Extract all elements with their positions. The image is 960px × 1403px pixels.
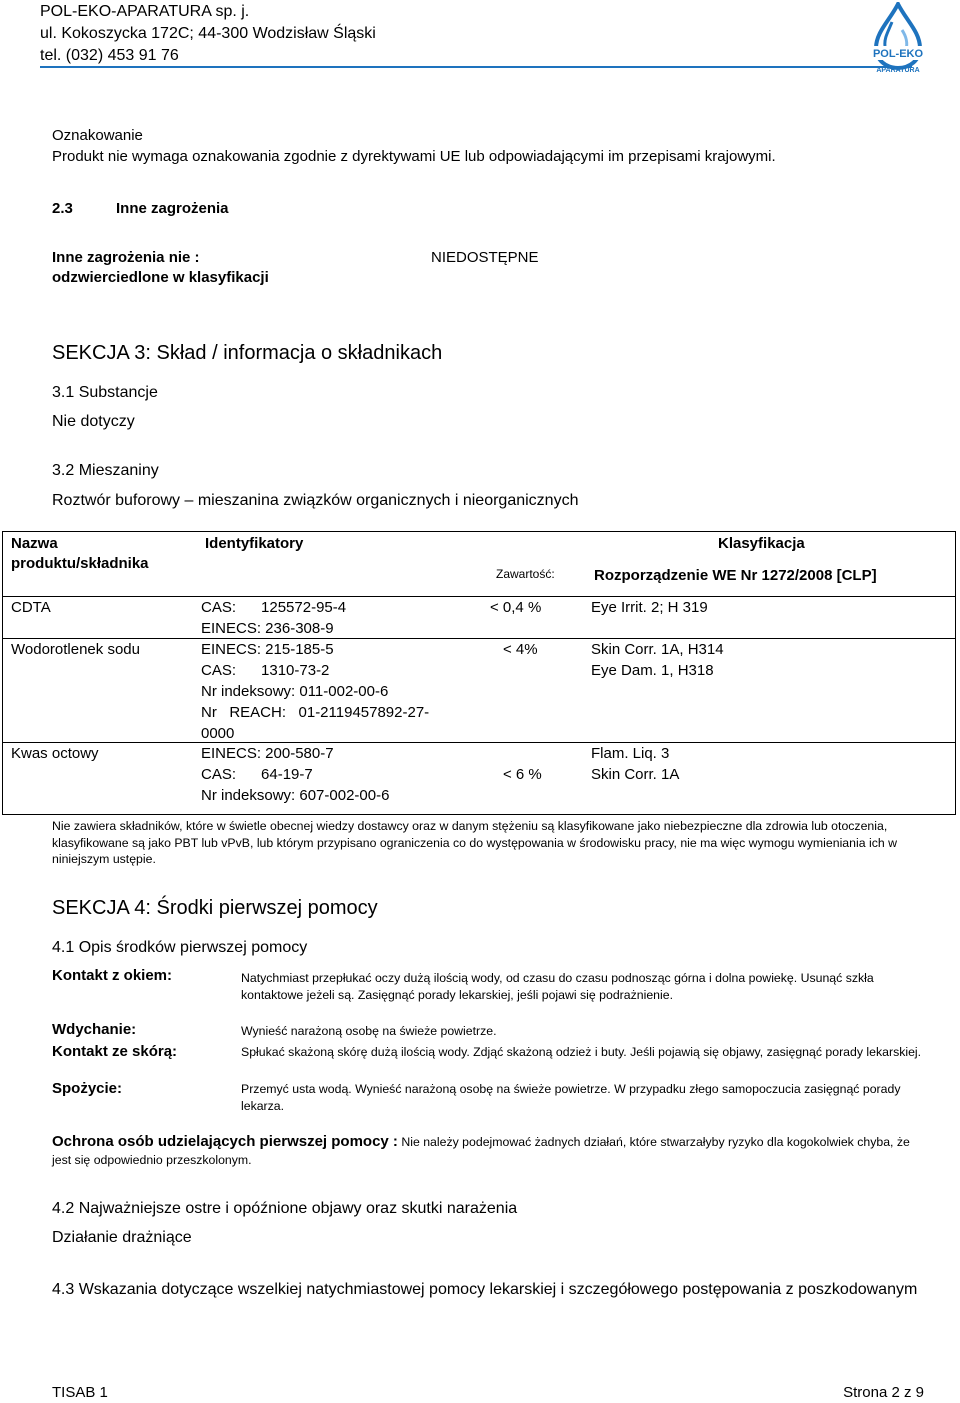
row-1-id-1: CAS: 125572-95-4	[201, 599, 347, 616]
table-row-divider	[3, 638, 955, 639]
section-4-3-title: 4.3 Wskazania dotyczące wszelkiej natychmiastowej pomocy lekarskiej i szczegółowego postępowania z poszkodowanym	[52, 1281, 918, 1298]
row-3-id-2: CAS: 64-19-7	[201, 766, 313, 783]
row-3-class-2: Skin Corr. 1A	[591, 766, 680, 783]
row-2-id-4: Nr REACH: 01-2119457892-27-	[201, 704, 430, 721]
row-2-id-5: 0000	[201, 725, 235, 742]
row-3-name: Kwas octowy	[11, 745, 99, 762]
company-phone: tel. (032) 453 91 76	[40, 47, 179, 64]
row-3-class-1: Flam. Liq. 3	[591, 745, 670, 762]
other-hazards-label-2: odzwierciedlone w klasyfikacji	[52, 269, 269, 286]
section-2-3-number: 2.3	[52, 200, 73, 217]
section-3-title: SEKCJA 3: Skład / informacja o składnikach	[52, 342, 443, 364]
table-header-divider	[3, 596, 955, 597]
header-classification: Klasyfikacja	[718, 535, 805, 552]
ingestion-label: Spożycie:	[52, 1080, 123, 1097]
row-2-content: < 4%	[503, 641, 538, 658]
water-drop-logo-icon	[858, 2, 938, 76]
section-4-2-title: 4.2 Najważniejsze ostre i opóźnione objawy oraz skutki narażenia	[52, 1200, 518, 1217]
eye-contact-label: Kontakt z okiem:	[52, 967, 173, 984]
section-4-1-title: 4.1 Opis środków pierwszej pomocy	[52, 939, 308, 956]
row-2-class-1: Skin Corr. 1A, H314	[591, 641, 724, 658]
row-1-content: < 0,4 %	[490, 599, 542, 616]
first-aider-protection-label: Ochrona osób udzielających pierwszej pomocy :	[52, 1133, 398, 1150]
header-content: Zawartość:	[496, 567, 555, 581]
company-address: ul. Kokoszycka 172C; 44-300 Wodzisław Śląski	[40, 25, 376, 42]
row-3-content: < 6 %	[503, 766, 542, 783]
inhalation-label: Wdychanie:	[52, 1021, 137, 1038]
footer-page-number: Strona 2 z 9	[843, 1384, 924, 1401]
first-aider-protection	[52, 1133, 932, 1169]
row-2-name: Wodorotlenek sodu	[11, 641, 140, 658]
row-1-name: CDTA	[11, 599, 51, 616]
company-name: POL-EKO-APARATURA sp. j.	[40, 3, 250, 20]
other-hazards-value: NIEDOSTĘPNE	[431, 249, 539, 266]
labelling-title: Oznakowanie	[52, 127, 143, 144]
footer-document: TISAB 1	[52, 1384, 108, 1401]
row-2-id-2: CAS: 1310-73-2	[201, 662, 330, 679]
header-rule	[40, 66, 912, 68]
labelling-text: Produkt nie wymaga oznakowania zgodnie z dyrektywami UE lub odpowiadającymi im przepisami krajowymi.	[52, 148, 776, 165]
row-1-id-2: EINECS: 236-308-9	[201, 620, 334, 637]
row-2-class-2: Eye Dam. 1, H318	[591, 662, 714, 679]
other-hazards-label-1: Inne zagrożenia nie :	[52, 249, 200, 266]
eye-contact-text: Natychmiast przepłukać oczy dużą ilością wody, od czasu do czasu podnosząc górna i dolna powiekę. Usunąć szkła kontaktowe jeżeli są. Zasięgnąć porady lekarskiej, jeśli pojawi się podrażnienie.	[241, 971, 874, 1002]
composition-note: Nie zawiera składników, które w świetle obecnej wiedzy dostawcy oraz w danym stężeniu są klasyfikowane jako niebezpieczne dla zdrowia lub otoczenia, klasyfikowane są jako PBT lub vPvB, lub którym przypisano ograniczenia co do występowania w środowisku pracy, nie ma więc wymogu wymieniania ich w niniejszym ustępie.	[52, 819, 897, 866]
section-3-2-title: 3.2 Mieszaniny	[52, 462, 159, 479]
row-1-class-1: Eye Irrit. 2; H 319	[591, 599, 708, 616]
skin-contact-label: Kontakt ze skórą:	[52, 1043, 178, 1060]
skin-contact-text: Spłukać skażoną skórę dużą ilością wody. Zdjąć skażoną odzież i buty. Jeśli pojawią się objawy, zasięgnąć porady lekarskiej.	[241, 1045, 922, 1059]
header-name-1: Nazwa	[11, 535, 58, 552]
logo-text-1: POL-EKO	[872, 48, 924, 60]
section-2-3-title: Inne zagrożenia	[116, 200, 229, 217]
ingestion-text: Przemyć usta wodą. Wynieść narażoną osobę na świeże powietrze. W przypadku złego samopoczucia zasięgnąć porady lekarza.	[241, 1082, 901, 1113]
header-name-2: produktu/składnika	[11, 555, 149, 572]
section-4-title: SEKCJA 4: Środki pierwszej pomocy	[52, 897, 378, 919]
row-3-id-3: Nr indeksowy: 607-002-00-6	[201, 787, 390, 804]
header-identifiers: Identyfikatory	[205, 535, 304, 552]
section-4-2-text: Działanie drażniące	[52, 1229, 192, 1246]
section-3-1-text: Nie dotyczy	[52, 413, 135, 430]
company-logo	[858, 2, 938, 76]
row-2-id-3: Nr indeksowy: 011-002-00-6	[201, 683, 389, 700]
row-3-id-1: EINECS: 200-580-7	[201, 745, 334, 762]
header-regulation: Rozporządzenie WE Nr 1272/2008 [CLP]	[594, 567, 877, 584]
table-row-divider	[3, 742, 955, 743]
inhalation-text: Wynieść narażoną osobę na świeże powietrze.	[241, 1024, 497, 1038]
section-3-2-text: Roztwór buforowy – mieszanina związków organicznych i nieorganicznych	[52, 492, 579, 509]
first-aider-protection-text: Nie należy podejmować żadnych działań, które stwarzałyby ryzyko dla kogokolwiek chyba, że jest się odpowiednio przeszkolonym.	[52, 1135, 910, 1167]
logo-text-2: APARATURA	[876, 67, 920, 74]
composition-table	[2, 531, 956, 815]
row-2-id-1: EINECS: 215-185-5	[201, 641, 334, 658]
section-3-1-title: 3.1 Substancje	[52, 384, 158, 401]
